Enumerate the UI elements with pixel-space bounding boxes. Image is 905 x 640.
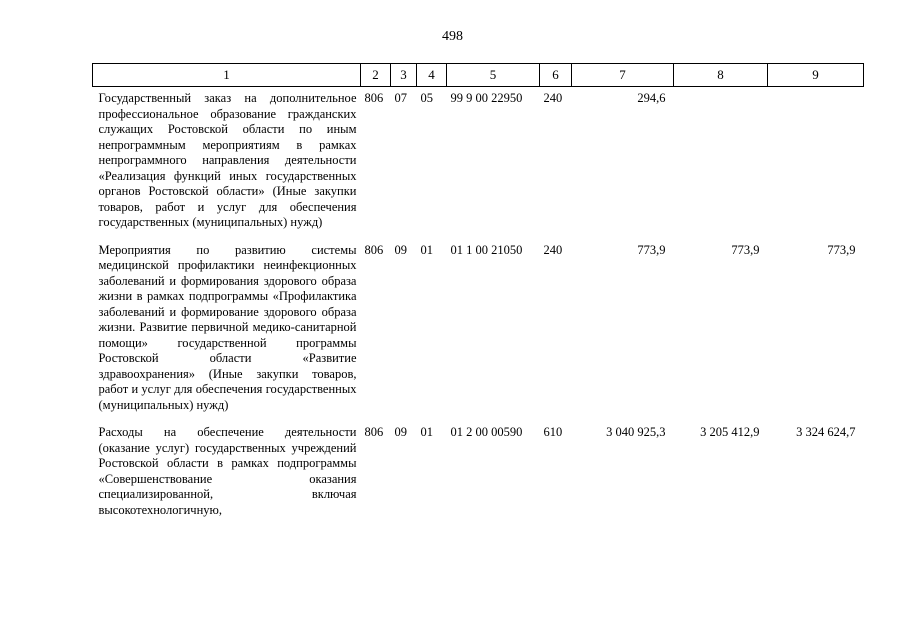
table-row <box>93 423 864 528</box>
row-target-code: 01 1 00 21050 <box>450 242 523 257</box>
row-amount-col9: 773,9 <box>827 242 856 257</box>
row-amount-col9: 3 324 624,7 <box>796 425 856 439</box>
row-description: Расходы на обеспечение деятельности (оказание услуг) государственных учреждений Ростовской области в рамках подпрограммы «Совершенствование оказания специализированной, включая высокотехнологичную, <box>98 425 357 517</box>
header-cell-3: 3 <box>391 64 417 87</box>
row-target-code: 01 2 00 00590 <box>450 425 523 439</box>
row-subsection-code: 01 <box>420 425 433 439</box>
header-row <box>93 64 864 87</box>
row-amount-col7: 294,6 <box>637 91 666 105</box>
row-expense-type-code: 610 <box>543 425 563 439</box>
row-ministry-code: 806 <box>364 91 384 105</box>
row-amount-col8: 773,9 <box>731 242 760 257</box>
row-section-code: 09 <box>394 242 407 257</box>
row-expense-type-code: 240 <box>543 242 563 257</box>
row-section-code: 07 <box>394 91 407 105</box>
row-ministry-code: 806 <box>364 425 384 439</box>
header-cell-7: 7 <box>572 64 674 87</box>
budget-table <box>92 63 864 528</box>
row-subsection-code: 05 <box>420 91 433 105</box>
row-amount-col7: 773,9 <box>637 242 666 257</box>
row-target-code: 99 9 00 22950 <box>450 91 523 105</box>
row-amount-col7: 3 040 925,3 <box>606 425 666 439</box>
row-description: Государственный заказ на дополнительное профессиональное образование гражданских служащих Ростовской области по иным непрограммным мероприятиям в рамках непрограммного направления деятельности «Реализация функций иных государственных органов Ростовской области» (Иные закупки товаров, работ и услуг для обеспечения государственных (муниципальных) нужд) <box>98 91 357 229</box>
header-cell-5: 5 <box>447 64 540 87</box>
row-ministry-code: 806 <box>364 242 384 257</box>
page-number: 498 <box>442 29 463 44</box>
row-amount-col8 <box>674 87 768 241</box>
header-cell-4: 4 <box>417 64 447 87</box>
header-cell-1: 1 <box>93 64 361 87</box>
table-row <box>93 241 864 424</box>
row-amount-col9 <box>768 87 864 241</box>
row-description: Мероприятия по развитию системы медицинской профилактики неинфекционных заболеваний и формирования здорового образа жизни в рамках подпрограммы «Профилактика заболеваний и формирование здорового образа жизни. Развитие первичной медико-санитарной помощи» государственной программы Ростовской области «Развитие здравоохранения» (Иные закупки товаров, работ и услуг для обеспечения государственных (муниципальных) нужд) <box>98 242 357 412</box>
header-cell-9: 9 <box>768 64 864 87</box>
header-cell-2: 2 <box>361 64 391 87</box>
table-body <box>93 87 864 529</box>
row-amount-col8: 3 205 412,9 <box>700 425 760 439</box>
row-section-code: 09 <box>394 425 407 439</box>
table-row <box>93 87 864 241</box>
header-cell-8: 8 <box>674 64 768 87</box>
header-cell-6: 6 <box>540 64 572 87</box>
row-expense-type-code: 240 <box>543 91 563 105</box>
row-subsection-code: 01 <box>420 242 433 257</box>
table-header <box>93 64 864 87</box>
